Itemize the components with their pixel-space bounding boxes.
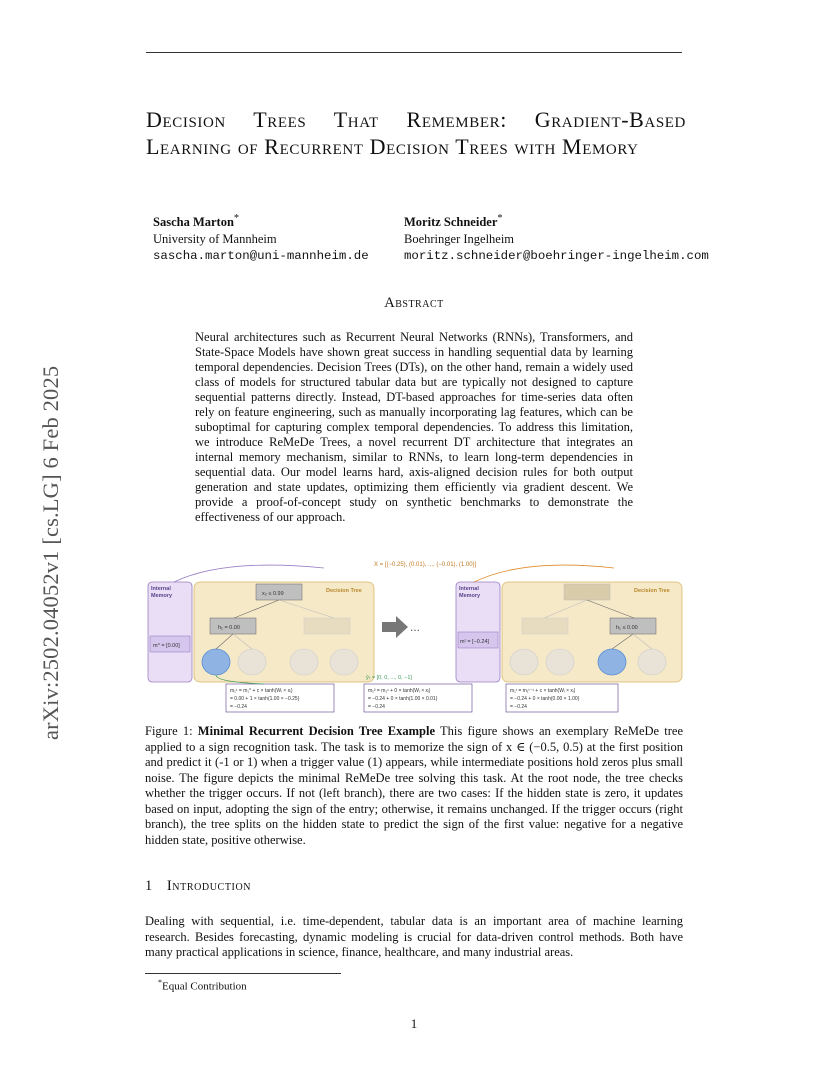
author-name: Sascha Marton <box>153 215 234 230</box>
figure-1 <box>144 556 684 716</box>
eq3-line1: m₁ᵗ = m₁ᵗ⁻¹ + c × tanh(Wᵢ × xᵢ) <box>510 688 576 694</box>
eq1-line3: = −0.24 <box>230 704 247 710</box>
memory-value-right: mᵗ = [−0.24] <box>460 639 490 645</box>
hidden-node-faded-right <box>522 618 568 634</box>
eq1-line1: m₁¹ = m₁⁰ + c × tanh(Wᵢ × xᵢ) <box>230 688 293 694</box>
author-mark: * <box>497 213 503 224</box>
footnote-mark: * <box>158 978 162 987</box>
author-block-2 <box>404 210 709 265</box>
eq2-line3: = −0.24 <box>368 704 385 710</box>
author-email[interactable]: moritz.schneider@boehringer-ingelheim.com <box>404 249 709 264</box>
input-link-curve <box>474 565 614 582</box>
leaf-faded <box>330 649 358 675</box>
footnote <box>158 978 247 993</box>
caption-text: This figure shows an exemplary ReMeDe tree applied to a sign recognition task. The task is to memorize the sign of x ∈ (−0.5, 0.5) at the first position and predict it (-1 or 1) when a trigger value (1) appears, while intermediate positions hold zeros plus small noise. The figure depicts the minimal ReMeDe tree solving this task. At the root node, the tree checks whether the trigger occurs. If not (left branch), there are two cases: If the hidden state is zero, it updates based on input, adopting the sign of the entry; otherwise, it remains unchanged. If the trigger occurs (right branch), the tree splits on the hidden state to predict the sign of the first value: negative for a negative hidden state, positive otherwise. <box>145 724 684 847</box>
eq3-line3: = −0.24 <box>510 704 527 710</box>
caption-label: Figure 1: <box>145 724 193 738</box>
memory-link-curve <box>174 565 324 582</box>
author-block-1 <box>153 210 369 265</box>
section-number: 1 <box>145 878 153 894</box>
footnote-text: Equal Contribution <box>162 980 247 993</box>
section-title: Introduction <box>166 878 252 894</box>
figure-caption <box>145 724 683 848</box>
leaf-faded <box>238 649 266 675</box>
root-split-left: x₂ ≤ 0.99 <box>262 591 284 597</box>
eq2-line1: m₁² = m₁¹ + 0 × tanh(Wᵢ × xᵢ) <box>368 688 431 694</box>
leaf-faded <box>638 649 666 675</box>
author-affiliation: University of Mannheim <box>153 232 277 247</box>
ellipsis: ... <box>410 620 421 634</box>
author-affiliation: Boehringer Ingelheim <box>404 232 515 247</box>
svg-text:Memory: Memory <box>151 593 173 599</box>
decision-tree-label-right: Decision Tree <box>634 588 670 594</box>
author-name: Moritz Schneider <box>404 215 498 230</box>
eq1-line2: = 0.00 + 1 × tanh(1.00 × −0.25) <box>230 696 300 702</box>
top-rule <box>146 52 682 53</box>
hidden-split-left: h₁ = 0.00 <box>218 625 240 631</box>
caption-title: Minimal Recurrent Decision Tree Example <box>197 724 436 738</box>
input-sequence-label: X = [(−0.25), (0.01), ..., (−0.01), (1.00)] <box>374 562 477 568</box>
arxiv-identifier: arXiv:2502.04052v1 [cs.LG] 6 Feb 2025 <box>38 365 63 740</box>
hidden-node-faded-left <box>304 618 350 634</box>
intro-paragraph: Dealing with sequential, i.e. time-dependent, tabular data is an important area of machine learning research. Besides forecasting, dynamic modeling is crucial for data-driven control methods. Both have many practical applications in science, finance, healthcare, and many industrial areas. <box>145 914 683 959</box>
sequence-arrow <box>382 622 396 632</box>
leaf-faded <box>546 649 574 675</box>
leaf-active-right <box>598 649 626 675</box>
section-heading <box>145 878 251 895</box>
decision-tree-label-left: Decision Tree <box>326 588 362 594</box>
internal-memory-label-right: Internal <box>459 586 479 592</box>
footnote-rule <box>145 973 341 974</box>
page-number: 1 <box>410 1016 418 1031</box>
eq2-line2: = −0.24 + 0 × tanh(1.00 × 0.01) <box>368 696 438 702</box>
leaf-faded <box>290 649 318 675</box>
eq3-line2: = −0.24 + 0 × tanh(0.00 × 1.00) <box>510 696 580 702</box>
hidden-split-right: h₁ ≤ 0.00 <box>616 625 638 631</box>
internal-memory-label-left: Internal <box>151 586 171 592</box>
figure-diagram <box>144 556 684 716</box>
author-email[interactable]: sascha.marton@uni-mannheim.de <box>153 249 369 264</box>
paper-title: Decision Trees That Remember: Gradient-Based Learning of Recurrent Decision Trees with Memory <box>146 107 686 159</box>
abstract-heading: Abstract <box>384 295 444 311</box>
root-node-right <box>564 584 610 600</box>
svg-text:Memory: Memory <box>459 593 481 599</box>
leaf-active-left <box>202 649 230 675</box>
memory-value-left: m⁰ = [0.00] <box>153 643 180 649</box>
author-mark: * <box>233 213 240 224</box>
abstract-body: Neural architectures such as Recurrent Neural Networks (RNNs), Transformers, and State-Space Models have shown great success in handling sequential data by learning temporal dependencies. Decision Trees (DTs), on the other hand, remain a widely used class of models for structured tabular data but are typically not designed to capture sequential patterns directly. Instead, DT-based approaches for time-series data often rely on feature engineering, such as manually incorporating lag features, which can be suboptimal for capturing complex temporal dependencies. To address this limitation, we introduce ReMeDe Trees, a novel recurrent DT architecture that integrates an internal memory mechanism, similar to RNNs, to learn long-term dependencies in sequential data. Our model learns hard, axis-aligned decision rules for both output generation and state updates, optimizing them efficiently via gradient descent. We provide a proof-of-concept study on synthetic benchmarks to demonstrate the effectiveness of our approach. <box>195 330 633 524</box>
output-sequence-label: ŷₜ = [0, 0, ..., 0, −1] <box>366 675 412 681</box>
leaf-faded <box>510 649 538 675</box>
